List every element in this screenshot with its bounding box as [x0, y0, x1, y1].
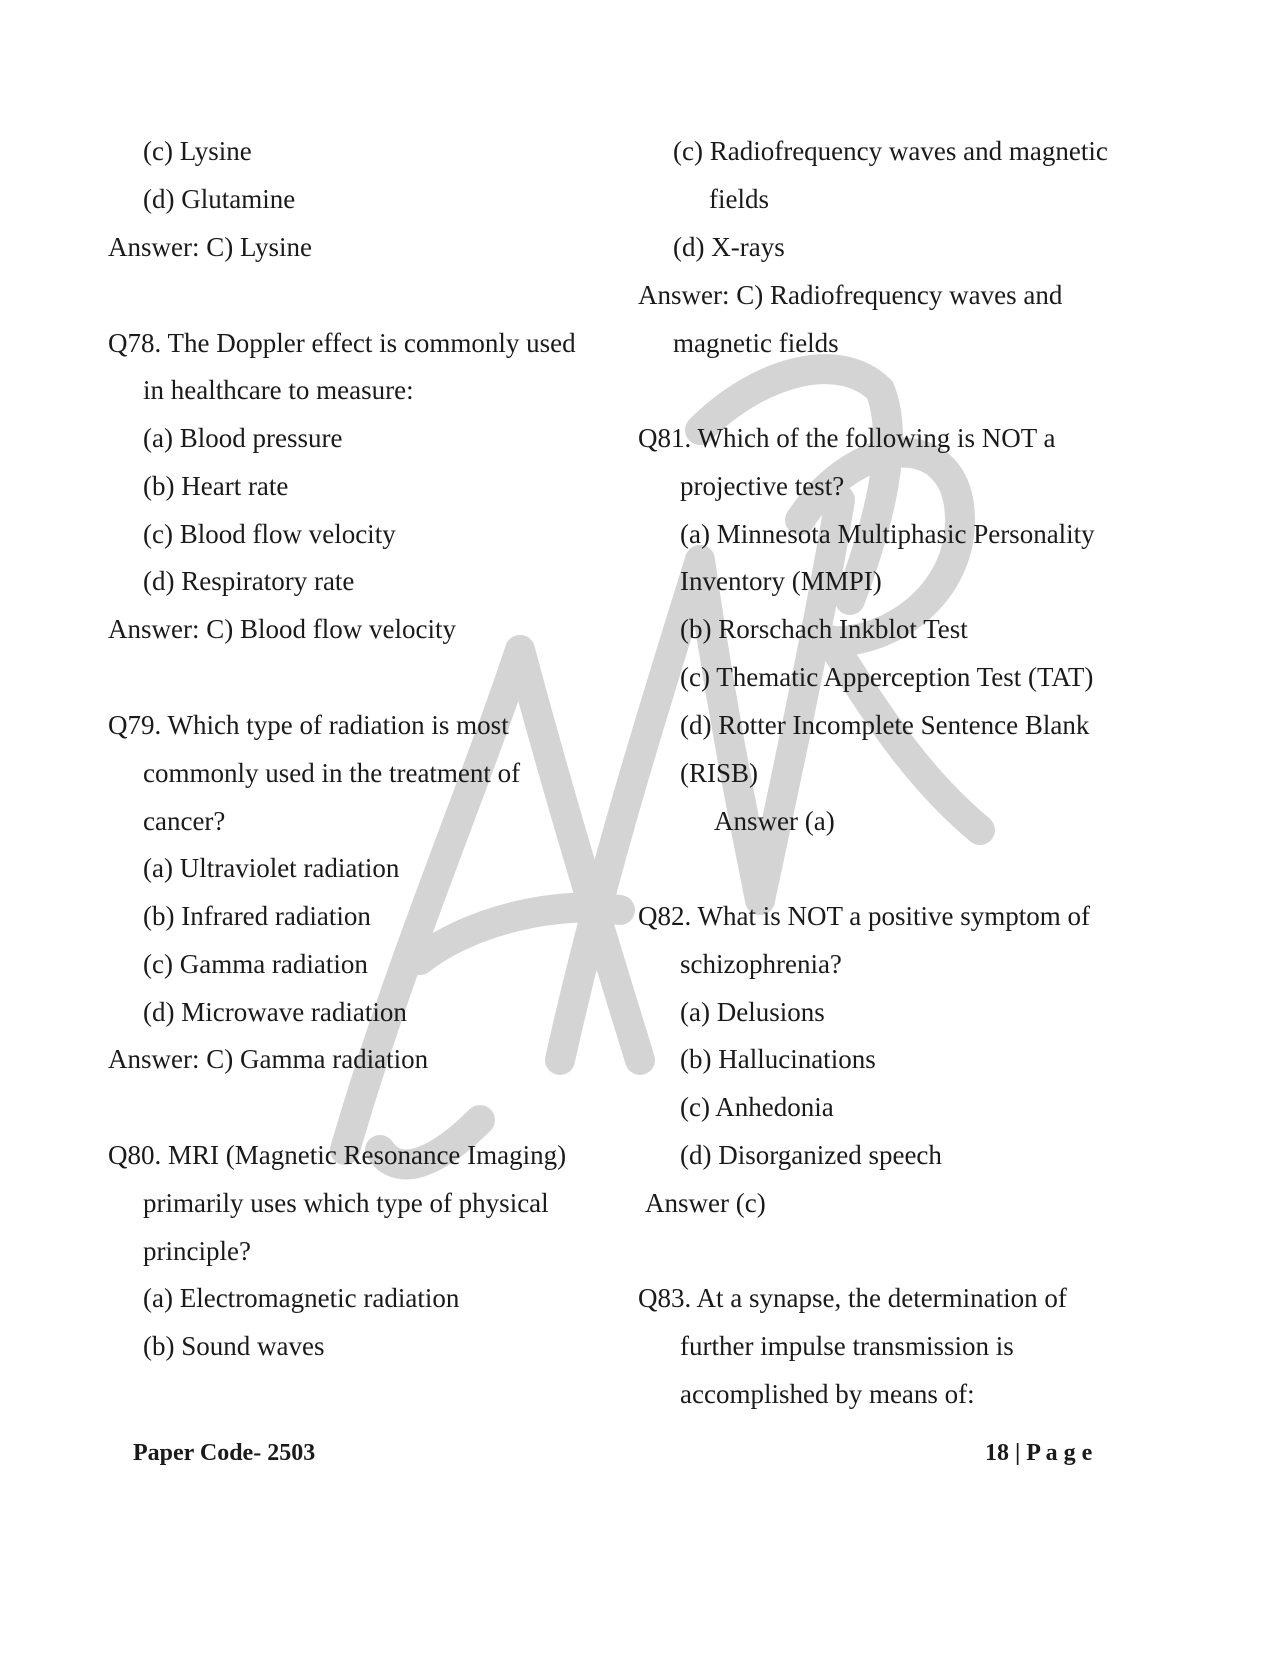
question-text: Q78. The Doppler effect is commonly used [108, 328, 576, 358]
option-line: (c) Anhedonia [680, 1092, 834, 1122]
answer-line: Answer (a) [714, 806, 835, 836]
question-text: Q81. Which of the following is NOT a [638, 423, 1056, 453]
question-text: primarily uses which type of physical [143, 1188, 549, 1218]
question-text-span: Q79. Which type of radiation is most [108, 710, 509, 740]
option-line: (a) Delusions [680, 997, 825, 1027]
question-text [108, 708, 592, 742]
option-line: (c) Radiofrequency waves and magnetic [673, 136, 1108, 166]
answer-line: Answer: C) Gamma radiation [108, 1044, 429, 1074]
option-line: (a) Minnesota Multiphasic Personality [680, 519, 1095, 549]
option-line: (a) Electromagnetic radiation [143, 1283, 460, 1313]
option-line: (d) Microwave radiation [143, 997, 407, 1027]
paper-code: Paper Code- 2503 [133, 1440, 316, 1466]
question-text: projective test? [680, 471, 845, 501]
question-text: Q80. MRI (Magnetic Resonance Imaging) [108, 1140, 567, 1170]
option-line: (d) Rotter Incomplete Sentence Blank [680, 710, 1090, 740]
question-text: Q82. What is NOT a positive symptom of [638, 901, 1090, 931]
answer-line: Answer: C) Blood flow velocity [108, 614, 456, 644]
question-text: principle? [143, 1236, 251, 1266]
question-text [680, 1329, 1122, 1363]
answer-line: Answer: C) Radiofrequency waves and [638, 280, 1063, 310]
option-line: (d) Disorganized speech [680, 1140, 942, 1170]
answer-line: Answer (c) [645, 1188, 766, 1218]
option-line: (b) Heart rate [143, 471, 289, 501]
question-text: cancer? [143, 806, 226, 836]
option-line: (a) Ultraviolet radiation [143, 853, 400, 883]
question-text: accomplished by means of: [680, 1379, 975, 1409]
question-text: schizophrenia? [680, 949, 842, 979]
answer-line: Answer: C) Lysine [108, 232, 312, 262]
option-line: (b) Sound waves [143, 1331, 325, 1361]
question-text-span: further impulse transmission is [680, 1331, 1014, 1361]
option-line: (c) Lysine [143, 136, 252, 166]
option-line: (b) Infrared radiation [143, 901, 371, 931]
question-text: in healthcare to measure: [143, 375, 414, 405]
option-line: (b) Rorschach Inkblot Test [680, 614, 968, 644]
option-line: (c) Blood flow velocity [143, 519, 396, 549]
option-line: (a) Blood pressure [143, 423, 343, 453]
answer-line: magnetic fields [673, 328, 839, 358]
page-number: 18 | P a g e [985, 1440, 1093, 1466]
option-line: (c) Thematic Apperception Test (TAT) [680, 662, 1094, 692]
option-line: (b) Hallucinations [680, 1044, 876, 1074]
question-text: commonly used in the treatment of [143, 758, 521, 788]
option-line: (RISB) [680, 758, 759, 788]
option-line: (c) Gamma radiation [143, 949, 368, 979]
option-line: (d) Glutamine [143, 184, 296, 214]
option-line: (d) X-rays [673, 232, 785, 262]
option-line: (d) Respiratory rate [143, 566, 355, 596]
option-line: fields [709, 184, 769, 214]
option-line: Inventory (MMPI) [680, 566, 882, 596]
question-text: Q83. At a synapse, the determination of [638, 1283, 1067, 1313]
